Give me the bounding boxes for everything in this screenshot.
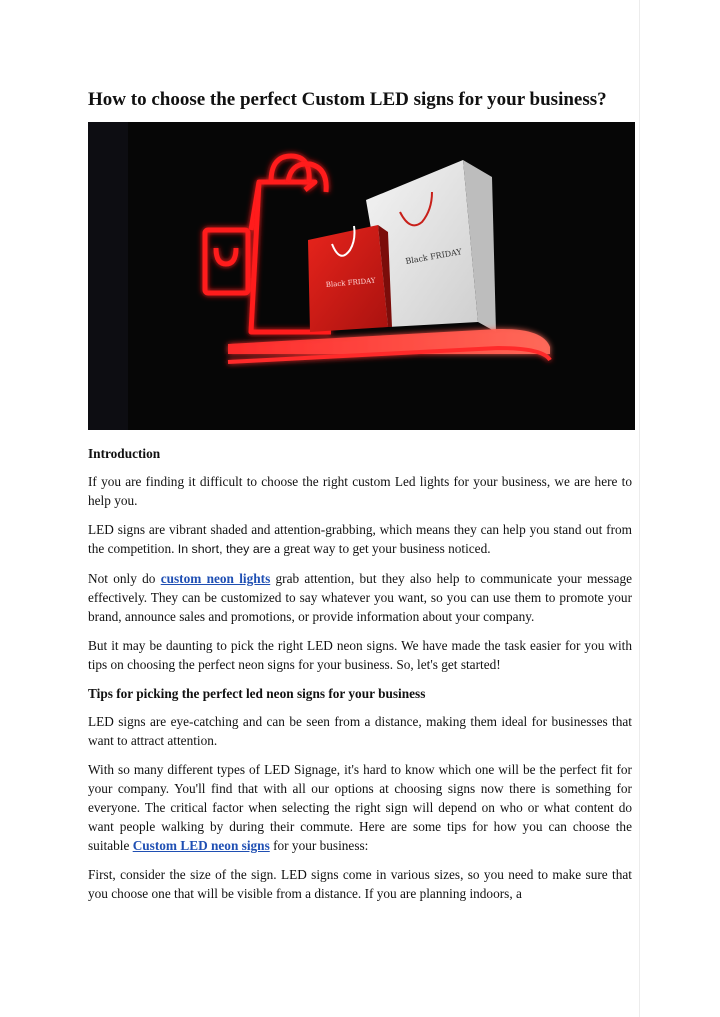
bag-label-right: Black FRIDAY	[404, 247, 463, 266]
paragraph-2-start: LED signs are vibrant shaded and attention-grabbing, which means they can help you stand out from the competition.	[88, 522, 632, 556]
neon-shopping-bags-illustration	[88, 122, 635, 430]
paragraph-2-end: a great way to get your business noticed.	[274, 541, 491, 556]
paragraph-1: If you are finding it difficult to choose the right custom Led lights for your business, we are here to help you.	[88, 474, 632, 508]
paragraph-7: First, consider the size of the sign. LED signs come in various sizes, so you need to make sure that you choose one that will be visible from a distance. If you are planning indoors, a	[88, 867, 632, 901]
paragraph-2-sans-fragment: In short, they are	[177, 542, 275, 556]
paragraph-3	[88, 569, 632, 626]
bag-label-left: Black FRIDAY	[325, 276, 376, 289]
paragraph-5: LED signs are eye-catching and can be seen from a distance, making them ideal for businesses that want to attract attention.	[88, 714, 632, 748]
paragraph-6	[88, 760, 632, 855]
red-bag	[308, 225, 392, 332]
paragraph-4: But it may be daunting to pick the right LED neon signs. We have made the task easier for you with tips on choosing the perfect neon signs for your business. So, let's get started!	[88, 638, 632, 672]
paragraph-2	[88, 520, 632, 559]
custom-neon-lights-link[interactable]: custom neon lights	[160, 571, 271, 586]
article-body	[88, 444, 632, 913]
paragraph-6-end: for your business:	[269, 838, 369, 853]
paragraph-3-start: Not only do	[88, 571, 161, 586]
hero-image	[88, 122, 635, 430]
paragraph-3-end: grab attention, but they also help to communicate your message effectively. They can be customized to say whatever you want, so you can use them to promote your brand, announce sales and promotions, or provide information about your company.	[88, 571, 633, 624]
paragraph-6-start: With so many different types of LED Signage, it's hard to know which one will be the perfect fit for your company. You'll find that with all our options at choosing signs now there is something for everyone. The critical factor when selecting the right sign will depend on who or what content do want people walking by during their commute. Here are some tips for how you can choose the suitable	[88, 762, 632, 853]
page-edge-line	[639, 0, 640, 1017]
tips-heading: Tips for picking the perfect led neon signs for your business	[88, 686, 426, 701]
intro-heading: Introduction	[88, 446, 161, 461]
page-title: How to choose the perfect Custom LED signs for your business?	[88, 89, 607, 110]
custom-led-neon-signs-link[interactable]: Custom LED neon signs	[132, 838, 270, 853]
